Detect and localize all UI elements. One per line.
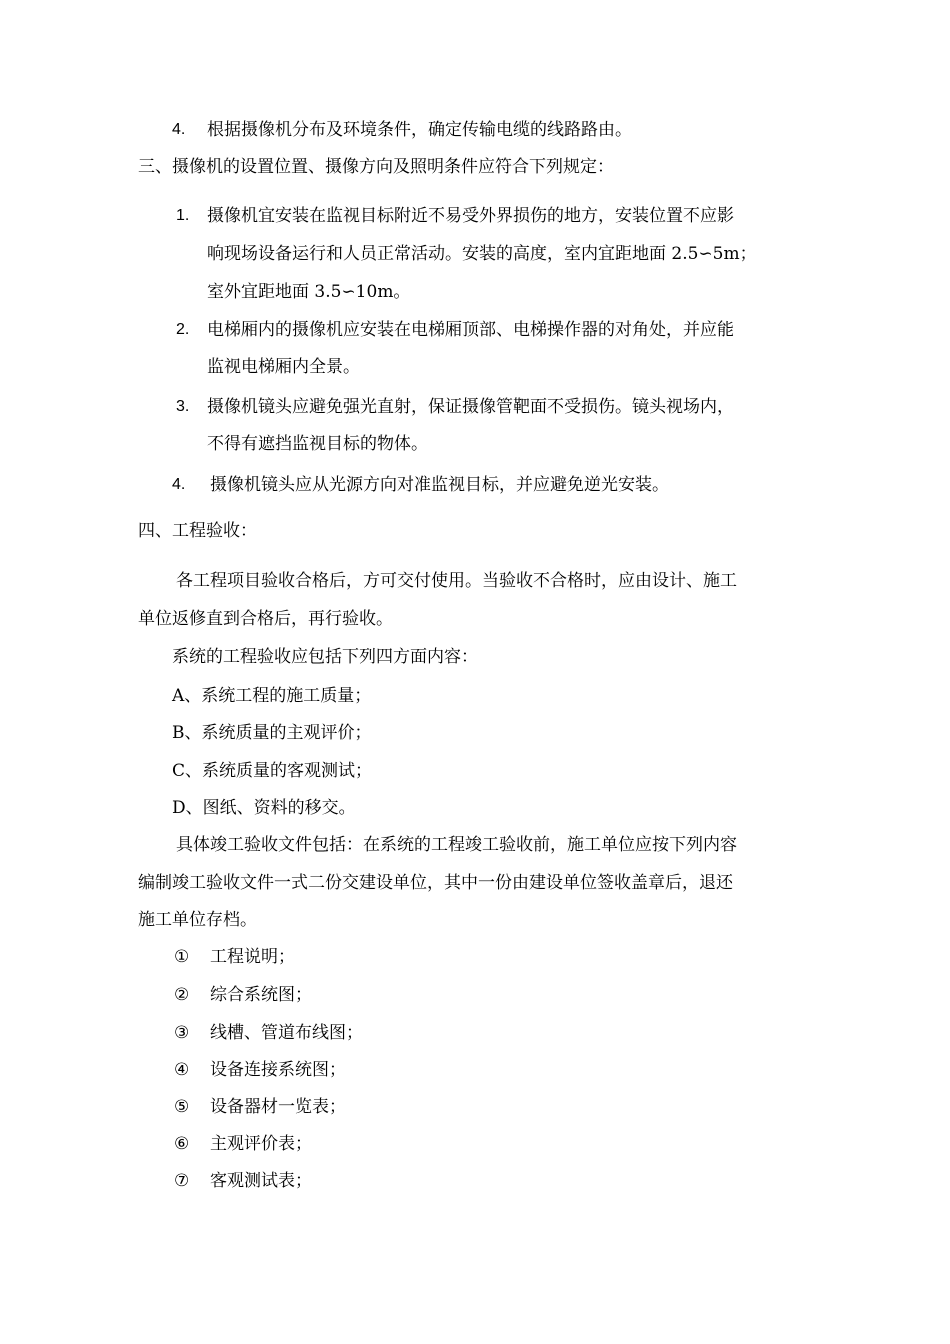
circled-number: ① <box>174 947 190 967</box>
content-item: C、系统质量的客观测试； <box>172 761 373 781</box>
doc-item-text: 综合系统图； <box>210 985 312 1005</box>
list-item-text: 监视电梯厢内全景。 <box>207 357 360 377</box>
circled-number: ⑥ <box>174 1134 190 1154</box>
list-item-text: 响现场设备运行和人员正常活动。安装的高度，室内宜距地面 2.5∽5m； <box>207 244 757 264</box>
circled-number: ② <box>174 985 190 1005</box>
list-item-text: 摄像机镜头应从光源方向对准监视目标，并应避免逆光安装。 <box>210 475 669 495</box>
paragraph-line: 各工程项目验收合格后，方可交付使用。当验收不合格时，应由设计、施工 <box>176 571 737 591</box>
content-item: D、图纸、资料的移交。 <box>172 798 356 818</box>
section-heading: 三、摄像机的设置位置、摄像方向及照明条件应符合下列规定： <box>138 157 614 177</box>
list-item-text: 不得有遮挡监视目标的物体。 <box>207 434 428 454</box>
list-item-text: 摄像机镜头应避免强光直射，保证摄像管靶面不受损伤。镜头视场内， <box>207 397 734 417</box>
doc-item-text: 工程说明； <box>210 947 295 967</box>
list-number: 1. <box>176 207 190 224</box>
content-item: A、系统工程的施工质量； <box>172 686 372 706</box>
circled-number: ⑤ <box>174 1097 190 1117</box>
doc-item-text: 设备器材一览表； <box>210 1097 346 1117</box>
doc-item-text: 主观评价表； <box>210 1134 312 1154</box>
list-number: 4. <box>172 121 186 138</box>
paragraph-line: 施工单位存档。 <box>138 910 257 930</box>
paragraph-line: 系统的工程验收应包括下列四方面内容： <box>172 647 478 667</box>
list-item-text: 根据摄像机分布及环境条件，确定传输电缆的线路路由。 <box>207 120 632 140</box>
list-number: 2. <box>176 321 190 338</box>
paragraph-line: 具体竣工验收文件包括：在系统的工程竣工验收前，施工单位应按下列内容 <box>176 835 737 855</box>
circled-number: ⑦ <box>174 1171 190 1191</box>
list-item-text: 室外宜距地面 3.5∽10m。 <box>207 282 411 302</box>
doc-item-text: 设备连接系统图； <box>210 1060 346 1080</box>
doc-item-text: 线槽、管道布线图； <box>210 1023 363 1043</box>
section-heading: 四、工程验收： <box>138 521 257 541</box>
paragraph-line: 单位返修直到合格后，再行验收。 <box>138 609 393 629</box>
content-item: B、系统质量的主观评价； <box>172 723 372 743</box>
list-number: 3. <box>176 398 190 415</box>
paragraph-line: 编制竣工验收文件一式二份交建设单位，其中一份由建设单位签收盖章后，退还 <box>138 873 733 893</box>
list-number: 4. <box>172 476 186 493</box>
doc-item-text: 客观测试表； <box>210 1171 312 1191</box>
list-item-text: 摄像机宜安装在监视目标附近不易受外界损伤的地方，安装位置不应影 <box>207 206 734 226</box>
circled-number: ④ <box>174 1060 190 1080</box>
list-item-text: 电梯厢内的摄像机应安装在电梯厢顶部、电梯操作器的对角处，并应能 <box>207 320 734 340</box>
circled-number: ③ <box>174 1023 190 1043</box>
